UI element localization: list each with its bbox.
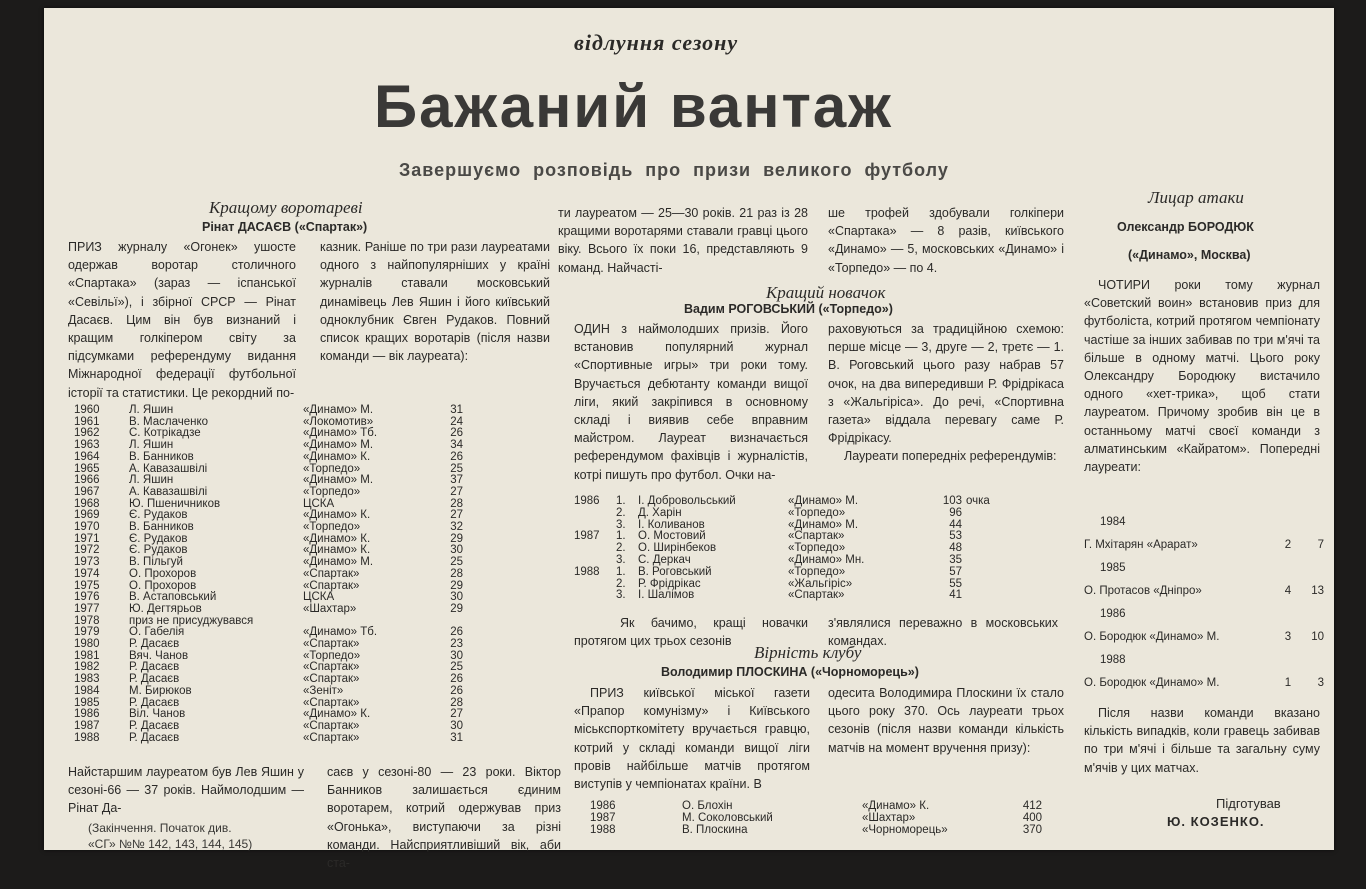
name-cell: Р. Дасаєв <box>129 731 180 744</box>
place-cell: 3. <box>616 589 626 602</box>
year-cell: 1967 <box>74 485 100 498</box>
newcomer-table <box>574 496 1074 602</box>
team-cell: «Чорноморець» <box>862 823 948 836</box>
attack-after <box>1084 704 1320 777</box>
table-row <box>74 522 544 534</box>
age-cell: 30 <box>450 649 463 662</box>
name-cell: Віл. Чанов <box>129 708 186 721</box>
name-cell: Д. Харін <box>638 506 682 519</box>
goalkeeper-after2-text: саєв у сезоні-80 — 23 роки. Віктор Банников залишається єдиним воротарем, котрий одержував приз «Огонька», виступаючи за різні команди. Найсприятливіший вік, аби ста- <box>327 765 561 871</box>
signature-label: Підготував <box>1216 796 1281 811</box>
matches-cell: 370 <box>1022 823 1042 836</box>
year-cell: 1960 <box>74 404 100 416</box>
table-row <box>74 639 544 651</box>
loyalty-col1 <box>574 684 810 793</box>
table-row <box>590 813 1070 825</box>
age-cell: 27 <box>450 509 463 522</box>
team-cell: «Динамо» М. <box>303 404 374 416</box>
year-cell: 1963 <box>74 439 100 452</box>
place-cell: 2. <box>616 506 626 519</box>
age-cell: 30 <box>450 591 463 604</box>
goalkeeper-subtitle: Рінат ДАСАЄВ («Спартак») <box>202 220 368 234</box>
year-cell: 1988 <box>590 823 616 836</box>
name-cell: І. Коливанов <box>638 518 705 531</box>
team-cell: «Динамо» М. <box>303 474 374 487</box>
newcomer-col2-intro: Лауреати попередніх референдумів: <box>844 449 1057 464</box>
rubric: відлуння сезону <box>574 30 739 55</box>
year-cell: 1980 <box>74 638 100 651</box>
age-cell: 26 <box>450 626 463 639</box>
name-cell: Л. Яшин <box>129 404 174 416</box>
place-cell: 1. <box>616 530 626 543</box>
year-cell: 1985 <box>74 696 100 709</box>
name-cell: Р. Дасаєв <box>129 673 180 686</box>
points-cell: 35 <box>949 553 962 566</box>
name-cell: О. Габелія <box>129 626 185 639</box>
team-cell: ЦСКА <box>303 591 335 604</box>
table-row <box>74 686 544 698</box>
points-cell: 48 <box>949 542 962 555</box>
attack-body-text: ЧОТИРИ роки тому журнал «Советский воин» встановив приз для футболіста, котрий протягом чемпіонату частіше за інших забивав по три м'ячі та більше в одному матчі. Цього року Олександру Бородюку вистачило одного «хет-трика», щоб стати лауреатом. Причому зробив він це в останньому матчі своєї команди з алматинським «Кайратом». Попередні лауреати: <box>1084 278 1320 475</box>
name-cell: В. Пільгуй <box>129 556 183 569</box>
goalkeeper-col3-text: ти лауреатом — 25—30 років. 21 раз із 28 кращими воротарями ставали гравці цього віку. Всього їх поки 16, представляють 9 команд. Найчасті- <box>558 206 808 275</box>
year-cell: 1970 <box>74 521 100 534</box>
attack-after-text: Після назви команди вказано кількість випадків, коли гравець забивав по три м'ячі і більше та загальну суму м'ячів у цих матчах. <box>1084 706 1320 775</box>
year-cell: 1986 <box>590 800 616 812</box>
team-cell: «Динамо» К. <box>303 532 371 545</box>
age-cell: 28 <box>450 567 463 580</box>
hat-tricks-cell: 1 <box>1284 677 1292 689</box>
team-cell: «Динамо» Тб. <box>303 427 378 440</box>
name-cell: Р. Дасаєв <box>129 696 180 709</box>
year-cell: 1968 <box>74 497 100 510</box>
name-cell: О. Бородюк «Динамо» М. <box>1084 631 1220 643</box>
name-cell: Є. Рудаков <box>129 532 188 545</box>
name-cell: О. Протасов «Дніпро» <box>1084 585 1202 597</box>
year-cell: 1988 <box>74 731 100 744</box>
table-row <box>1084 672 1324 695</box>
place-cell: 2. <box>616 542 626 555</box>
age-cell: 26 <box>450 673 463 686</box>
goals-cell: 13 <box>1311 585 1324 597</box>
team-cell: «Спартак» <box>303 696 360 709</box>
goalkeeper-intro-col1 <box>68 238 296 402</box>
team-cell: «Динамо» М. <box>788 518 859 531</box>
name-cell: О. Мостовий <box>638 530 706 543</box>
newcomer-col1-text: ОДИН з наймолодших призів. Його встановив популярний журнал «Спортивные игры» три роки тому. Вручається дебютанту команди вищої ліги, який закріпився в основному складі і виявив себе вправним майстром. Лауреат визначається референдумом фахівців і журналістів, котрі пишуть про футбол. Очки на- <box>574 322 808 482</box>
matches-cell: 412 <box>1022 800 1042 812</box>
team-cell: «Спартак» <box>303 673 360 686</box>
name-cell: О. Прохоров <box>129 567 197 580</box>
year-row: 1988 <box>1100 654 1126 666</box>
name-cell: Ю. Пшеничников <box>129 497 221 510</box>
attack-table <box>1084 511 1324 695</box>
year-cell <box>574 543 616 555</box>
table-row <box>574 555 1074 567</box>
loyalty-col2 <box>828 684 1064 757</box>
name-cell: В. Плоскина <box>682 823 748 836</box>
table-row <box>74 733 544 745</box>
year-row: 1985 <box>1100 562 1126 574</box>
newspaper-clipping <box>44 8 1334 871</box>
table-row <box>1084 626 1324 649</box>
attack-subtitle-name: Олександр БОРОДЮК <box>1117 220 1254 234</box>
place-cell: 1. <box>616 495 626 507</box>
name-cell: Ю. Дегтярьов <box>129 602 202 615</box>
year-cell: 1979 <box>74 626 100 639</box>
year-cell: 1972 <box>74 544 100 557</box>
team-cell: «Динамо» К. <box>303 509 371 522</box>
team-cell: «Динамо» К. <box>303 450 371 463</box>
continuation-note <box>88 820 252 852</box>
attack-subtitle-club: («Динамо», Москва) <box>1128 248 1251 262</box>
team-cell: «Динамо» М. <box>303 556 374 569</box>
age-cell: 29 <box>450 532 463 545</box>
goalkeeper-col4 <box>828 204 1064 277</box>
age-cell: 29 <box>450 579 463 592</box>
name-cell: Л. Яшин <box>129 474 174 487</box>
name-cell: В. Маслаченко <box>129 415 209 428</box>
age-cell: 30 <box>450 544 463 557</box>
headline: Бажаний вантаж <box>374 73 893 140</box>
name-cell: М. Соколовський <box>682 811 773 824</box>
loyalty-col2-text: одесита Володимира Плоскини їх стало цього року 370. Ось лауреати трьох сезонів (після назви команди кількість матчів на момент вручення призу): <box>828 686 1064 755</box>
points-cell: 57 <box>949 565 962 578</box>
table-row <box>74 405 544 417</box>
year-cell: 1986 <box>74 708 100 721</box>
name-cell: Л. Яшин <box>129 439 174 452</box>
year-cell: 1973 <box>74 556 100 569</box>
name-cell: Є. Рудаков <box>129 509 188 522</box>
team-cell: «Спартак» <box>303 567 360 580</box>
year-cell: 1975 <box>74 579 100 592</box>
name-cell: Є. Рудаков <box>129 544 188 557</box>
table-row <box>574 508 1074 520</box>
year-cell: 1961 <box>74 415 100 428</box>
year-cell: 1977 <box>74 602 100 615</box>
name-cell: А. Кавазашвілі <box>129 485 208 498</box>
loyalty-title: Вірність клубу <box>754 643 862 662</box>
goals-cell: 7 <box>1317 539 1324 551</box>
year-cell: 1964 <box>74 450 100 463</box>
year-cell: 1978 <box>74 614 100 627</box>
name-cell: А. Кавазашвілі <box>129 462 208 475</box>
table-row <box>74 569 544 581</box>
team-cell: «Спартак» <box>303 731 360 744</box>
year-cell: 1976 <box>74 591 100 604</box>
name-cell: В. Астаповський <box>129 591 217 604</box>
goals-cell: 3 <box>1317 677 1324 689</box>
matches-cell: 400 <box>1022 811 1042 824</box>
name-cell: О. Прохоров <box>129 579 197 592</box>
age-cell: 34 <box>450 439 463 452</box>
team-cell: ЦСКА <box>303 497 335 510</box>
team-cell: «Динамо» К. <box>303 708 371 721</box>
name-cell: Р. Дасаєв <box>129 661 180 674</box>
points-cell: 41 <box>949 589 962 602</box>
team-cell: «Динамо» К. <box>862 800 930 812</box>
team-cell: «Динамо» М. <box>788 495 859 507</box>
continuation-note-line2: «СГ» №№ 142, 143, 144, 145) <box>88 837 253 851</box>
points-cell: 103 <box>942 495 962 507</box>
attack-text <box>1084 276 1320 476</box>
loyalty-subtitle: Володимир ПЛОСКИНА («Чорноморець») <box>661 665 919 679</box>
table-row <box>74 721 544 733</box>
year-cell: 1962 <box>74 427 100 440</box>
name-cell: С. Деркач <box>638 553 691 566</box>
team-cell: «Спартак» <box>303 579 360 592</box>
table-row <box>574 567 1074 579</box>
place-cell: 2. <box>616 577 626 590</box>
team-cell: «Торпедо» <box>788 565 846 578</box>
age-cell: 27 <box>450 485 463 498</box>
table-row <box>74 487 544 499</box>
team-cell: «Торпедо» <box>788 542 846 555</box>
newcomer-col2 <box>828 320 1064 466</box>
year-cell <box>574 508 616 520</box>
name-cell: Р. Дасаєв <box>129 638 180 651</box>
hat-tricks-cell: 4 <box>1284 585 1292 597</box>
signature-name: Ю. КОЗЕНКО. <box>1167 814 1265 829</box>
place-cell: 3. <box>616 518 626 531</box>
team-cell: «Спартак» <box>303 661 360 674</box>
subheadline: Завершуємо розповідь про призи великого футболу <box>399 160 949 180</box>
goalkeeper-col3 <box>558 204 808 277</box>
age-cell: 28 <box>450 497 463 510</box>
age-cell: 25 <box>450 556 463 569</box>
year-cell: 1984 <box>74 684 100 697</box>
goalkeeper-after-col1 <box>68 763 304 818</box>
team-cell: «Динамо» М. <box>303 439 374 452</box>
goalkeeper-after-col2 <box>327 763 561 872</box>
newcomer-title: Кращий новачок <box>766 283 886 302</box>
team-cell: «Жальгіріс» <box>788 577 853 590</box>
newcomer-after1-text: Як бачимо, кращі новачки протягом цих трьох сезонів <box>574 616 808 649</box>
name-cell: В. Роговський <box>638 565 712 578</box>
table-row <box>590 801 1070 813</box>
team-cell: «Торпедо» <box>303 649 361 662</box>
age-cell: 26 <box>450 427 463 440</box>
age-cell: 26 <box>450 684 463 697</box>
team-cell: «Шахтар» <box>862 811 916 824</box>
year-cell: 1982 <box>74 661 100 674</box>
newcomer-after-col2 <box>828 614 1058 650</box>
year-cell: 1981 <box>74 649 100 662</box>
year-cell <box>574 579 616 591</box>
year-cell: 1983 <box>74 673 100 686</box>
table-row <box>1084 534 1324 557</box>
age-cell: 23 <box>450 638 463 651</box>
goalkeeper-col4-text: ше трофей здобували голкіпери «Спартака» — 8 разів, київського «Динамо» — 5, московських «Динамо» і «Торпедо» — по 4. <box>828 206 1064 275</box>
age-cell: 31 <box>450 404 463 416</box>
year-cell: 1974 <box>74 567 100 580</box>
year-cell: 1969 <box>74 509 100 522</box>
year-row: 1986 <box>1100 608 1126 620</box>
name-cell: Г. Мхітарян «Арарат» <box>1084 539 1198 551</box>
loyalty-col1-text: ПРИЗ київської міської газети «Прапор комунізму» і Київського міськспорткомітету вручається гравцю, котрий у складі команди вищої ліги провів найбільше матчів протягом виступів у чемпіонатах країни. В <box>574 686 810 792</box>
team-cell: «Торпедо» <box>303 521 361 534</box>
name-cell: О. Блохін <box>682 800 733 812</box>
name-cell: О. Ширінбеков <box>638 542 717 555</box>
year-cell: 1987 <box>74 719 100 732</box>
team-cell: «Спартак» <box>788 589 845 602</box>
year-cell: 1986 <box>574 495 600 507</box>
team-cell: «Спартак» <box>303 638 360 651</box>
goalkeeper-table <box>74 405 544 744</box>
year-cell <box>574 590 616 602</box>
team-cell: «Торпедо» <box>788 506 846 519</box>
name-cell: М. Бирюков <box>129 684 192 697</box>
table-row <box>574 590 1074 602</box>
goalkeeper-after1-text: Найстаршим лауреатом був Лев Яшин у сезоні-66 — 37 років. Наймолодшим — Рінат Да- <box>68 765 304 816</box>
name-cell: Р. Фрідрікас <box>638 577 701 590</box>
name-cell: В. Банников <box>129 521 194 534</box>
points-cell: 53 <box>949 530 962 543</box>
attack-title: Лицар атаки <box>1148 188 1244 207</box>
team-cell: «Торпедо» <box>303 485 361 498</box>
year-cell: 1988 <box>574 565 600 578</box>
name-cell: І. Шалімов <box>638 589 695 602</box>
newcomer-after2-text: з'являлися переважно в московських командах. <box>828 616 1058 649</box>
team-cell: «Шахтар» <box>303 602 357 615</box>
age-cell: 29 <box>450 602 463 615</box>
loyalty-table <box>590 801 1070 836</box>
year-cell: 1987 <box>574 530 600 543</box>
hat-tricks-cell: 3 <box>1284 631 1292 643</box>
name-cell: приз не присуджувався <box>129 614 254 627</box>
age-cell: 27 <box>450 708 463 721</box>
year-cell: 1971 <box>74 532 100 545</box>
year-row: 1984 <box>1100 516 1126 528</box>
newcomer-subtitle: Вадим РОГОВСЬКИЙ («Торпедо») <box>684 302 893 316</box>
hat-tricks-cell: 2 <box>1284 539 1292 551</box>
age-cell: 31 <box>450 731 463 744</box>
age-cell: 25 <box>450 661 463 674</box>
goalkeeper-title: Кращому воротареві <box>209 198 363 217</box>
name-cell: Р. Дасаєв <box>129 719 180 732</box>
goalkeeper-col1-text: ПРИЗ журналу «Огонек» ушосте одержав воротар столичного «Спартака» (зараз — іспанської «Севільї»), і збірної СРСР — Рінат Дасаєв. Цим він був визнаний і кращим голкіпером світу за підсумками референдуму видання Міжнародної федерації футбольної історії та статистики. Це рекордний по- <box>68 240 296 400</box>
name-cell: В. Банников <box>129 450 194 463</box>
team-cell: «Динамо» Мн. <box>788 553 865 566</box>
newcomer-col1 <box>574 320 808 484</box>
year-cell <box>574 555 616 567</box>
points-cell: 44 <box>949 518 962 531</box>
team-cell: «Динамо» Тб. <box>303 626 378 639</box>
age-cell: 26 <box>450 450 463 463</box>
goalkeeper-intro-col2 <box>320 238 550 365</box>
place-cell: 3. <box>616 553 626 566</box>
name-cell: О. Бородюк «Динамо» М. <box>1084 677 1220 689</box>
table-row <box>74 452 544 464</box>
year-cell: 1987 <box>590 811 616 824</box>
goals-cell: 10 <box>1311 631 1324 643</box>
age-cell: 24 <box>450 415 463 428</box>
team-cell: «Динамо» К. <box>303 544 371 557</box>
place-cell: 1. <box>616 565 626 578</box>
age-cell: 32 <box>450 521 463 534</box>
team-cell: «Спартак» <box>303 719 360 732</box>
age-cell: 25 <box>450 462 463 475</box>
table-row <box>74 604 544 616</box>
table-row <box>590 825 1070 837</box>
age-cell: 37 <box>450 474 463 487</box>
points-cell: 55 <box>949 577 962 590</box>
newcomer-col2-text: раховуються за традиційною схемою: перше місце — 3, друге — 2, третє — 1. В. Роговський цього разу набрав 57 очок, на два випередивши Р. Фрідрікаса з «Жальгіріса». До речі, «Спортивна газета» віддала перевагу саме Р. Фрідрікасу. <box>828 322 1064 446</box>
points-cell: 96 <box>949 506 962 519</box>
continuation-note-line1: (Закінчення. Початок див. <box>88 821 232 835</box>
goalkeeper-col2-text: казник. Раніше по три рази лауреатами одного з найпопулярніших у країні журналів ставали московський динамівець Лев Яшин і його київський одноклубник Євген Рудаков. Повний список кращих воротарів (після назви команди — вік лауреата): <box>320 240 550 364</box>
age-cell: 28 <box>450 696 463 709</box>
team-cell: «Спартак» <box>788 530 845 543</box>
name-cell: І. Добровольський <box>638 495 736 507</box>
age-cell: 30 <box>450 719 463 732</box>
year-cell: 1966 <box>74 474 100 487</box>
team-cell: «Локомотив» <box>303 415 374 428</box>
name-cell: С. Котрікадзе <box>129 427 201 440</box>
team-cell: «Зеніт» <box>303 684 344 697</box>
team-cell: «Торпедо» <box>303 462 361 475</box>
year-cell: 1965 <box>74 462 100 475</box>
points-unit: очка <box>966 495 990 507</box>
name-cell: Вяч. Чанов <box>129 649 189 662</box>
table-row <box>1084 580 1324 603</box>
